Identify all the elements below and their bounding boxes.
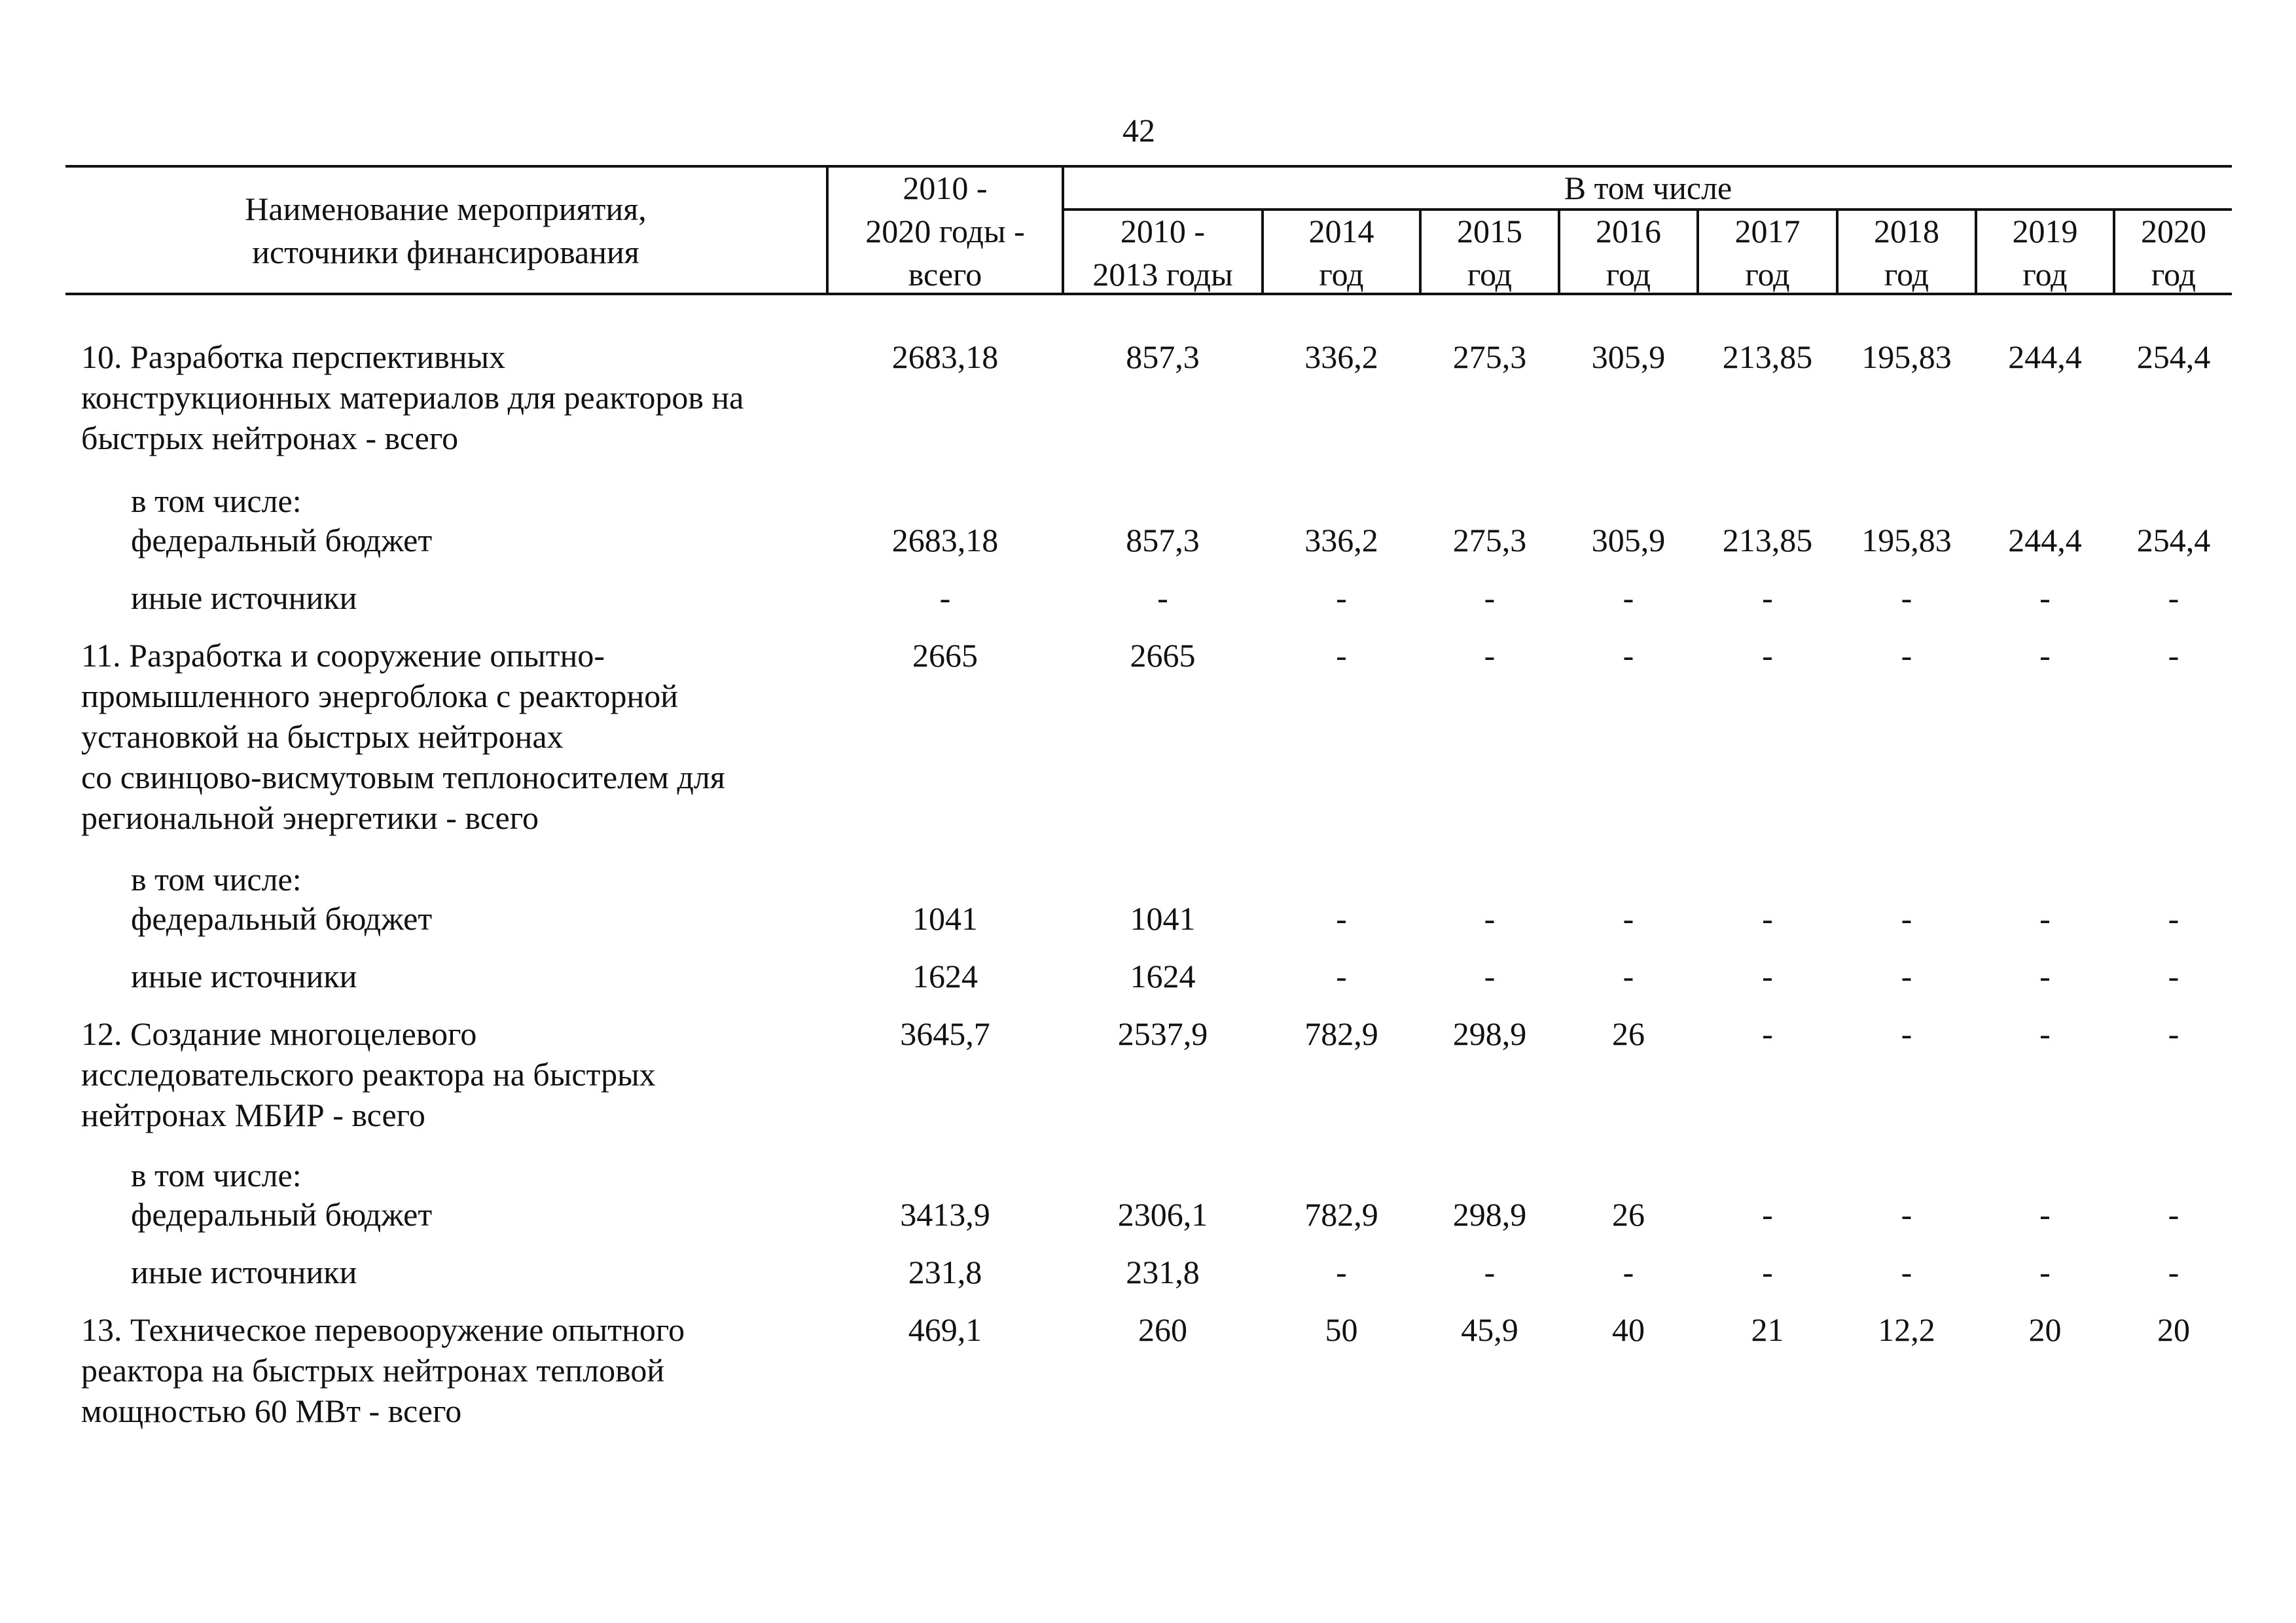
- item-title-line: мощностью 60 МВт - всего: [81, 1393, 462, 1429]
- item-title-line: региональной энергетики - всего: [81, 799, 539, 836]
- cell-value: 857,3: [1126, 522, 1200, 558]
- item-title-line: 12. Создание многоцелевого: [81, 1015, 477, 1052]
- header-year-line: год: [1745, 256, 1790, 293]
- cell-value: -: [1901, 900, 1912, 937]
- cell-value: -: [2039, 637, 2051, 674]
- cell-value: -: [2039, 1015, 2051, 1052]
- cell-value: 50: [1325, 1311, 1358, 1348]
- cell-value: -: [1762, 637, 1773, 674]
- cell-total: 2683,18: [891, 522, 999, 558]
- item-title: [81, 1013, 656, 1135]
- header-year-line: 2014: [1308, 213, 1374, 249]
- cell-total: 1624: [912, 958, 978, 994]
- cell-value: -: [1623, 958, 1634, 994]
- cell-total: 3413,9: [900, 1196, 990, 1233]
- cell-value: 1041: [1130, 900, 1196, 937]
- cell-value: -: [1336, 579, 1347, 616]
- cell-value: 26: [1612, 1196, 1645, 1233]
- cell-total: -: [939, 579, 951, 616]
- cell-value: -: [1484, 900, 1496, 937]
- header-year-line: 2020: [2141, 213, 2206, 249]
- item-title: [81, 635, 725, 838]
- header-total-line: всего: [908, 256, 982, 293]
- item-title-line: конструкционных материалов для реакторов на: [81, 379, 744, 416]
- header-year-column: [1699, 210, 1836, 296]
- cell-value: -: [1901, 579, 1912, 616]
- cell-value: -: [1901, 1196, 1912, 1233]
- cell-value: 2537,9: [1117, 1015, 1208, 1052]
- header-year-line: 2013 годы: [1092, 256, 1233, 293]
- cell-value: -: [1484, 579, 1496, 616]
- item-title-line: быстрых нейтронах - всего: [81, 420, 459, 456]
- header-year-line: 2015: [1457, 213, 1522, 249]
- cell-value: -: [2168, 1015, 2179, 1052]
- cell-value: 20: [2028, 1311, 2062, 1348]
- header-name-column: [65, 187, 826, 274]
- funding-source-label: иные источники: [131, 1254, 357, 1290]
- header-year-line: год: [1319, 256, 1364, 293]
- header-year-column: [1064, 210, 1261, 296]
- funding-source-label: федеральный бюджет: [131, 900, 433, 937]
- cell-value: -: [1623, 1254, 1634, 1290]
- cell-value: -: [2039, 958, 2051, 994]
- cell-value: 231,8: [1126, 1254, 1200, 1290]
- cell-value: -: [1484, 637, 1496, 674]
- cell-total: 3645,7: [900, 1015, 990, 1052]
- cell-value: 857,3: [1126, 338, 1200, 375]
- cell-value: 26: [1612, 1015, 1645, 1052]
- cell-value: -: [2168, 637, 2179, 674]
- cell-value: 336,2: [1304, 522, 1378, 558]
- header-total-line: 2010 -: [903, 170, 988, 206]
- cell-value: -: [1762, 900, 1773, 937]
- cell-value: -: [2168, 579, 2179, 616]
- item-title-line: нейтронах МБИР - всего: [81, 1097, 425, 1133]
- funding-source-label: федеральный бюджет: [131, 522, 433, 558]
- cell-total: 1041: [912, 900, 978, 937]
- cell-value: -: [1623, 900, 1634, 937]
- cell-value: -: [1901, 1015, 1912, 1052]
- cell-value: 2665: [1130, 637, 1196, 674]
- cell-value: 254,4: [2136, 338, 2211, 375]
- cell-value: -: [1336, 900, 1347, 937]
- cell-value: -: [1484, 958, 1496, 994]
- cell-value: -: [2168, 1196, 2179, 1233]
- item-title-line: установкой на быстрых нейтронах: [81, 718, 564, 755]
- cell-value: 298,9: [1452, 1015, 1527, 1052]
- cell-value: -: [1762, 1254, 1773, 1290]
- cell-value: 336,2: [1304, 338, 1378, 375]
- cell-value: 20: [2157, 1311, 2190, 1348]
- cell-value: 782,9: [1304, 1015, 1378, 1052]
- header-year-line: 2017: [1734, 213, 1801, 249]
- header-year-line: 2019: [2012, 213, 2078, 249]
- cell-value: 12,2: [1878, 1311, 1935, 1348]
- funding-source-label: иные источники: [131, 958, 357, 994]
- cell-total: 231,8: [908, 1254, 982, 1290]
- header-year-line: год: [1605, 256, 1651, 293]
- cell-value: 244,4: [2008, 522, 2082, 558]
- header-year-line: год: [1884, 256, 1929, 293]
- cell-value: 305,9: [1591, 338, 1666, 375]
- cell-value: 275,3: [1452, 338, 1527, 375]
- cell-total: 2683,18: [891, 338, 999, 375]
- header-year-line: год: [2151, 256, 2197, 293]
- funding-source-label: федеральный бюджет: [131, 1196, 433, 1233]
- cell-value: 260: [1138, 1311, 1187, 1348]
- cell-value: -: [2039, 1254, 2051, 1290]
- cell-value: 298,9: [1452, 1196, 1527, 1233]
- cell-value: 195,83: [1861, 522, 1952, 558]
- header-total-column: [829, 166, 1062, 296]
- cell-value: 2306,1: [1117, 1196, 1208, 1233]
- cell-value: -: [1623, 637, 1634, 674]
- item-title-line: исследовательского реактора на быстрых: [81, 1056, 656, 1093]
- cell-value: -: [1484, 1254, 1496, 1290]
- cell-value: -: [2168, 900, 2179, 937]
- cell-value: -: [1762, 1015, 1773, 1052]
- cell-value: -: [2039, 1196, 2051, 1233]
- cell-value: -: [1157, 579, 1168, 616]
- item-title-line: 10. Разработка перспективных: [81, 338, 506, 375]
- cell-value: -: [2039, 900, 2051, 937]
- item-title: [81, 337, 744, 458]
- cell-value: -: [1901, 1254, 1912, 1290]
- cell-value: -: [1762, 579, 1773, 616]
- cell-value: -: [1901, 637, 1912, 674]
- cell-value: 305,9: [1591, 522, 1666, 558]
- header-year-line: год: [1467, 256, 1513, 293]
- cell-value: -: [1623, 579, 1634, 616]
- cell-value: 213,85: [1722, 338, 1813, 375]
- item-title-line: 11. Разработка и сооружение опытно-: [81, 637, 605, 674]
- header-name-line: Наименование мероприятия,: [245, 191, 647, 227]
- cell-value: 1624: [1130, 958, 1196, 994]
- item-title-line: промышленного энергоблока с реакторной: [81, 678, 679, 714]
- cell-total: 469,1: [908, 1311, 982, 1348]
- header-year-line: 2016: [1596, 213, 1661, 249]
- header-year-column: [2115, 210, 2232, 296]
- header-total-line: 2020 годы -: [865, 213, 1025, 249]
- cell-value: 254,4: [2136, 522, 2211, 558]
- cell-value: -: [1336, 1254, 1347, 1290]
- subheading-label: в том числе:: [131, 861, 302, 898]
- cell-value: -: [2168, 958, 2179, 994]
- cell-value: 195,83: [1861, 338, 1952, 375]
- header-year-line: 2010 -: [1120, 213, 1206, 249]
- cell-value: -: [1762, 958, 1773, 994]
- header-year-column: [1422, 210, 1558, 296]
- cell-value: -: [1901, 958, 1912, 994]
- subheading-label: в том числе:: [131, 483, 302, 519]
- cell-value: -: [1336, 637, 1347, 674]
- cell-value: 40: [1612, 1311, 1645, 1348]
- header-year-line: 2018: [1874, 213, 1939, 249]
- item-title-line: 13. Техническое перевооружение опытного: [81, 1311, 685, 1348]
- item-title-line: реактора на быстрых нейтронах тепловой: [81, 1352, 665, 1389]
- funding-source-label: иные источники: [131, 579, 357, 616]
- header-group-label: В том числе: [1564, 170, 1732, 206]
- header-year-column: [1839, 210, 1975, 296]
- cell-value: -: [2039, 579, 2051, 616]
- cell-value: -: [2168, 1254, 2179, 1290]
- header-year-column: [1264, 210, 1419, 296]
- cell-value: -: [1336, 958, 1347, 994]
- cell-value: 45,9: [1461, 1311, 1518, 1348]
- item-title-line: со свинцово-висмутовым теплоносителем для: [81, 759, 725, 795]
- header-year-line: год: [2022, 256, 2068, 293]
- item-title: [81, 1309, 685, 1431]
- cell-value: -: [1762, 1196, 1773, 1233]
- cell-total: 2665: [912, 637, 978, 674]
- cell-value: 213,85: [1722, 522, 1813, 558]
- header-name-line: источники финансирования: [252, 234, 639, 270]
- cell-value: 21: [1751, 1311, 1784, 1348]
- header-year-column: [1560, 210, 1696, 296]
- subheading-label: в том числе:: [131, 1157, 302, 1194]
- cell-value: 782,9: [1304, 1196, 1378, 1233]
- page-number: 42: [1122, 112, 1155, 149]
- header-year-column: [1977, 210, 2113, 296]
- cell-value: 275,3: [1452, 522, 1527, 558]
- cell-value: 244,4: [2008, 338, 2082, 375]
